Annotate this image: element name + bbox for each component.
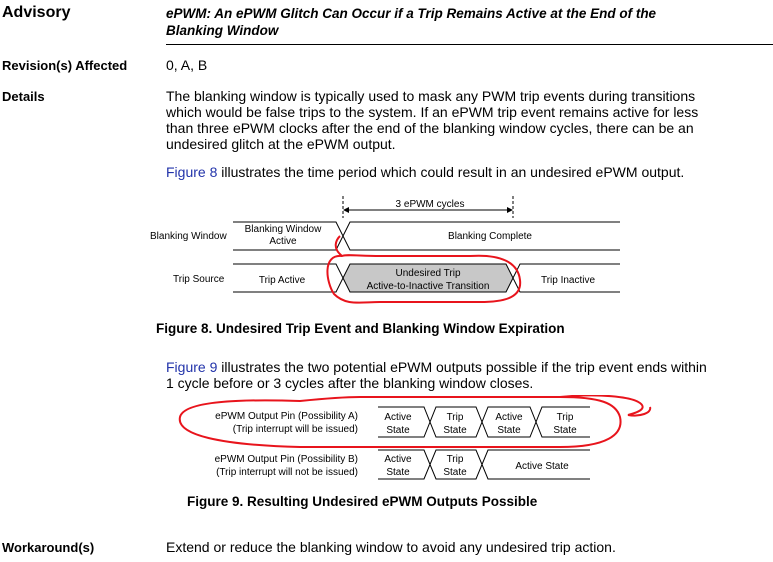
- fig9-reference: [166, 359, 766, 391]
- fig8-reference: [166, 164, 766, 180]
- header-rule: [166, 44, 773, 45]
- rowA-state-4-l1: Trip: [556, 412, 574, 423]
- cycles-label: 3 ePWM cycles: [395, 199, 465, 210]
- fig9-reference-text-line2: 1 cycle before or 3 cycles after the blanking window closes.: [166, 375, 534, 391]
- row2-label: Trip Source: [173, 274, 225, 285]
- rowA-label-line1: ePWM Output Pin (Possibility A): [215, 411, 358, 422]
- details-line: than three ePWM clocks after the end of the blanking window cycles, there can be an: [166, 120, 694, 136]
- fig9-reference-text-line1: illustrates the two potential ePWM outputs possible if the trip event ends within: [217, 359, 707, 375]
- details-label: Details: [2, 89, 45, 104]
- figure-9-link[interactable]: Figure 9: [166, 359, 218, 375]
- rowB-state-3: Active State: [515, 461, 569, 472]
- row2-state-b-line2: Active-to-Inactive Transition: [366, 281, 490, 292]
- row1-state-a-line1: Blanking Window: [244, 224, 322, 235]
- rowB-state-2-l2: State: [443, 467, 467, 478]
- details-paragraph: [166, 88, 766, 152]
- rowB-state-1-l2: State: [386, 467, 410, 478]
- revisions-label: Revision(s) Affected: [2, 58, 128, 73]
- rowB-label-line1: ePWM Output Pin (Possibility B): [214, 454, 358, 465]
- advisory-title-line2: Blanking Window: [166, 23, 279, 38]
- row1-state-a-line2: Active: [269, 236, 297, 247]
- rowA-state-2-l2: State: [443, 425, 467, 436]
- rowA-state-1-l1: Active: [384, 412, 412, 423]
- figure-9-diagram: [0, 395, 773, 490]
- rowA-label-line2: (Trip interrupt will be issued): [232, 424, 358, 435]
- rowA-state-3-l1: Active: [495, 412, 523, 423]
- details-line: undesired glitch at the ePWM output.: [166, 136, 396, 152]
- rowB-state-1-l1: Active: [384, 454, 412, 465]
- advisory-label: Advisory: [2, 4, 71, 21]
- fig8-reference-text: illustrates the time period which could result in an undesired ePWM output.: [217, 164, 685, 180]
- rowA-state-4-l2: State: [553, 425, 577, 436]
- workaround-text: Extend or reduce the blanking window to avoid any undesired trip action.: [166, 539, 616, 555]
- figure-8-link[interactable]: Figure 8: [166, 164, 218, 180]
- arrow-right-icon: [507, 207, 513, 213]
- row2-state-c: Trip Inactive: [540, 275, 596, 286]
- figure-8-caption: Figure 8. Undesired Trip Event and Blanking Window Expiration: [156, 321, 565, 336]
- rowA-state-2-l1: Trip: [446, 412, 464, 423]
- workaround-label: Workaround(s): [2, 540, 95, 555]
- rowB-label-line2: (Trip interrupt will not be issued): [216, 467, 358, 478]
- figure-8-diagram: [0, 190, 773, 325]
- advisory-title: [166, 5, 766, 39]
- details-line: The blanking window is typically used to mask any PWM trip events during transitions: [166, 88, 696, 104]
- details-line: which would be false trips to the system. If an ePWM trip event remains active for less: [166, 104, 699, 120]
- arrow-left-icon: [343, 207, 349, 213]
- row1-state-b: Blanking Complete: [448, 231, 532, 242]
- red-annotation-scribble-fig9: [560, 395, 650, 415]
- figure-9-caption: Figure 9. Resulting Undesired ePWM Outputs Possible: [187, 494, 538, 509]
- advisory-title-line1: ePWM: An ePWM Glitch Can Occur if a Trip Remains Active at the End of the: [166, 6, 657, 21]
- row1-label: Blanking Window: [150, 231, 227, 242]
- rowA-state-1-l2: State: [386, 425, 410, 436]
- rowA-state-3-l2: State: [497, 425, 521, 436]
- row2-state-a: Trip Active: [258, 275, 306, 286]
- revisions-value: 0, A, B: [166, 57, 208, 73]
- rowB-state-2-l1: Trip: [446, 454, 464, 465]
- row2-state-b-line1: Undesired Trip: [395, 268, 461, 279]
